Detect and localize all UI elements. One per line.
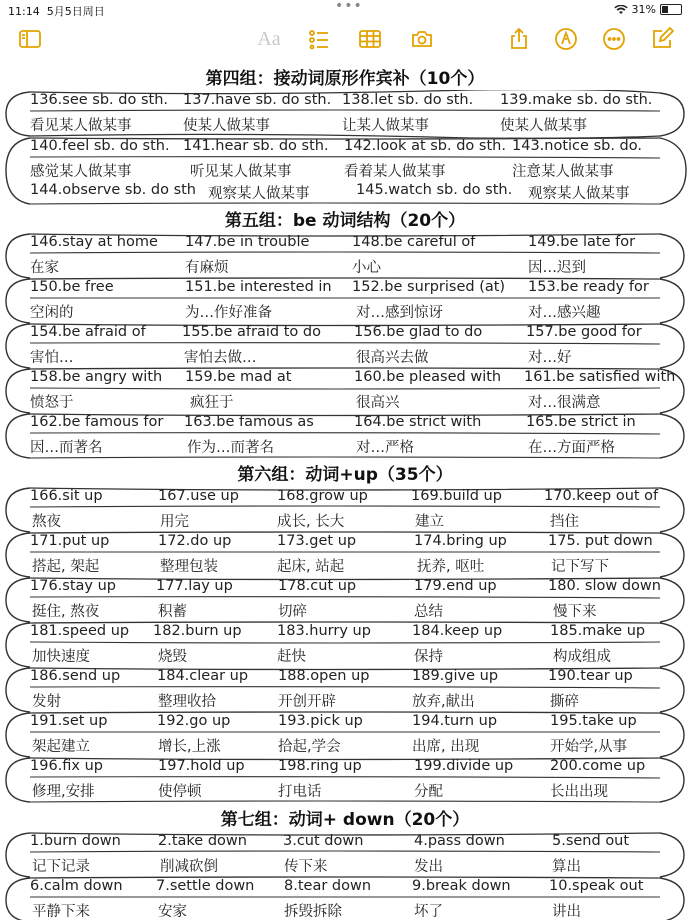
section-title-group7: 第七组：动词+ down（20个）	[220, 810, 470, 830]
bracket-row	[0, 488, 690, 533]
term-cn: 因…迟到	[528, 260, 586, 276]
term-en: 180. slow down	[548, 578, 661, 594]
term-en: 172.do up	[158, 533, 232, 549]
term-en: 158.be angry with	[30, 369, 163, 385]
term-cn: 看着某人做某事	[344, 164, 446, 180]
term-cn: 对…感兴趣	[528, 305, 601, 321]
term-cn: 疯狂于	[190, 395, 234, 411]
term-cn: 放弃,献出	[412, 694, 475, 710]
term-en: 190.tear up	[548, 668, 633, 684]
term-cn: 增长,上涨	[158, 739, 221, 755]
term-en: 165.be strict in	[526, 414, 636, 430]
term-cn: 拆毁拆除	[284, 904, 342, 920]
camera-icon[interactable]	[408, 22, 436, 56]
term-en: 199.divide up	[414, 758, 514, 774]
bracket-row	[0, 878, 690, 920]
status-date: 5月5日周日	[46, 5, 105, 18]
text-format-label: Aa	[257, 27, 281, 50]
term-en: 150.be free	[30, 279, 114, 295]
term-cn: 听见某人做某事	[190, 164, 292, 180]
bracket-row	[0, 623, 690, 668]
term-cn: 修理,安排	[32, 784, 95, 800]
term-en: 164.be strict with	[354, 414, 482, 430]
term-cn: 长出出现	[550, 784, 608, 800]
term-en: 194.turn up	[412, 713, 498, 729]
term-en: 184.keep up	[412, 623, 503, 639]
multitask-dots-icon[interactable]: •••	[335, 0, 363, 14]
term-en: 137.have sb. do sth.	[183, 92, 332, 108]
more-options-icon[interactable]	[600, 22, 628, 56]
term-en: 178.cut up	[278, 578, 357, 594]
term-cn: 在…方面严格	[528, 440, 615, 456]
term-en: 146.stay at home	[30, 234, 158, 250]
term-en: 159.be mad at	[185, 369, 292, 385]
status-right	[614, 3, 682, 16]
term-en: 151.be interested in	[185, 279, 332, 295]
bracket-row	[0, 414, 690, 459]
markup-pen-icon[interactable]	[552, 22, 580, 56]
term-en: 3.cut down	[283, 833, 364, 849]
term-en: 200.come up	[550, 758, 646, 774]
term-en: 183.hurry up	[277, 623, 371, 639]
term-en: 7.settle down	[156, 878, 255, 894]
term-en: 184.clear up	[157, 668, 249, 684]
term-cn: 分配	[414, 784, 443, 800]
term-cn: 感觉某人做某事	[30, 164, 132, 180]
term-cn: 对…好	[528, 350, 572, 366]
term-en: 196.fix up	[30, 758, 104, 774]
term-en: 5.send out	[552, 833, 630, 849]
sidebar-toggle-icon[interactable]	[16, 22, 44, 56]
term-cn: 在家	[30, 260, 59, 276]
term-en: 169.build up	[411, 488, 502, 504]
term-en: 144.observe sb. do sth	[30, 182, 196, 198]
term-cn: 拾起,学会	[278, 739, 341, 755]
checklist-icon[interactable]	[305, 22, 333, 56]
term-en: 145.watch sb. do sth.	[356, 182, 513, 198]
term-cn: 开创开辟	[278, 694, 336, 710]
term-cn: 保持	[414, 649, 443, 665]
note-content[interactable]	[0, 60, 690, 920]
term-en: 140.feel sb. do sth.	[30, 138, 170, 154]
term-en: 2.take down	[158, 833, 247, 849]
term-en: 154.be afraid of	[30, 324, 146, 340]
wifi-icon	[614, 5, 628, 15]
term-cn: 切碎	[278, 604, 307, 620]
term-en: 167.use up	[158, 488, 239, 504]
term-en: 176.stay up	[30, 578, 116, 594]
term-cn: 建立	[415, 514, 444, 530]
term-cn: 安家	[158, 904, 187, 920]
term-cn: 起床, 站起	[277, 559, 345, 575]
term-cn: 很高兴去做	[356, 350, 429, 366]
term-cn: 开始学,从事	[550, 739, 628, 755]
bracket-row	[0, 324, 690, 369]
bracket-row	[0, 138, 690, 206]
term-en: 175. put down	[548, 533, 653, 549]
term-cn: 看见某人做某事	[30, 118, 132, 134]
term-cn: 使某人做某事	[500, 118, 587, 134]
term-cn: 成长, 长大	[277, 514, 345, 530]
term-en: 139.make sb. do sth.	[500, 92, 653, 108]
term-en: 161.be satisfied with	[524, 369, 676, 385]
term-en: 179.end up	[414, 578, 497, 594]
term-cn: 熬夜	[32, 514, 61, 530]
term-cn: 记下写下	[551, 559, 609, 575]
term-cn: 加快速度	[32, 649, 90, 665]
term-en: 188.open up	[278, 668, 370, 684]
term-cn: 撕碎	[550, 694, 579, 710]
term-cn: 使某人做某事	[183, 118, 270, 134]
bracket-row	[0, 713, 690, 758]
term-en: 181.speed up	[30, 623, 130, 639]
term-cn: 发射	[32, 694, 61, 710]
term-en: 136.see sb. do sth.	[30, 92, 168, 108]
term-en: 4.pass down	[414, 833, 505, 849]
term-cn: 很高兴	[356, 395, 400, 411]
section-title-group5: 第五组：be 动词结构（20个）	[224, 211, 466, 231]
term-cn: 对…感到惊讶	[356, 305, 443, 321]
term-cn: 算出	[552, 859, 581, 875]
term-cn: 作为…而著名	[187, 440, 274, 456]
term-cn: 挡住	[550, 514, 579, 530]
term-en: 171.put up	[30, 533, 110, 549]
term-en: 166.sit up	[30, 488, 103, 504]
status-time: 11:14	[8, 5, 40, 18]
term-en: 189.give up	[412, 668, 499, 684]
term-en: 198.ring up	[278, 758, 362, 774]
new-note-icon[interactable]	[648, 22, 676, 56]
term-en: 6.calm down	[30, 878, 123, 894]
term-cn: 削减砍倒	[160, 859, 218, 875]
term-en: 186.send up	[30, 668, 121, 684]
term-cn: 烧毁	[158, 649, 187, 665]
term-cn: 构成组成	[553, 649, 611, 665]
term-en: 149.be late for	[528, 234, 636, 250]
term-en: 193.pick up	[278, 713, 363, 729]
bracket-row	[0, 369, 690, 414]
section-title-group4: 第四组：接动词原形作宾补（10个）	[205, 69, 485, 89]
term-en: 163.be famous as	[184, 414, 314, 430]
term-en: 10.speak out	[549, 878, 644, 894]
term-en: 173.get up	[277, 533, 357, 549]
term-cn: 小心	[352, 260, 381, 276]
status-time-date	[8, 3, 105, 19]
term-cn: 注意某人做某事	[512, 164, 614, 180]
bracket-row	[0, 758, 690, 803]
term-cn: 发出	[414, 859, 443, 875]
term-cn: 对…严格	[356, 440, 414, 456]
bracket-row	[0, 279, 690, 324]
term-cn: 有麻烦	[185, 260, 229, 276]
term-cn: 赶快	[277, 649, 306, 665]
term-cn: 使停顿	[158, 784, 202, 800]
term-en: 156.be glad to do	[354, 324, 483, 340]
term-en: 8.tear down	[284, 878, 372, 894]
term-en: 160.be pleased with	[354, 369, 502, 385]
term-cn: 空闲的	[30, 305, 74, 321]
term-cn: 架起建立	[32, 739, 90, 755]
battery-percent: 31%	[631, 3, 656, 16]
share-icon[interactable]	[505, 22, 533, 56]
term-cn: 害怕…	[30, 350, 74, 366]
term-en: 182.burn up	[153, 623, 242, 639]
term-cn: 害怕去做…	[184, 350, 257, 366]
term-cn: 整理收拾	[158, 694, 216, 710]
term-en: 177.lay up	[156, 578, 233, 594]
term-cn: 为…作好准备	[185, 305, 272, 321]
term-en: 1.burn down	[30, 833, 121, 849]
term-en: 155.be afraid to do	[182, 324, 321, 340]
term-cn: 慢下来	[553, 604, 597, 620]
text-format-button[interactable]	[256, 22, 282, 56]
term-cn: 愤怒于	[30, 395, 74, 411]
term-en: 157.be good for	[526, 324, 642, 340]
term-en: 197.hold up	[158, 758, 245, 774]
section-title-group6: 第六组：动词+up（35个）	[237, 465, 453, 485]
status-bar	[0, 0, 690, 18]
term-en: 9.break down	[412, 878, 511, 894]
term-cn: 积蓄	[158, 604, 187, 620]
term-cn: 抚养, 呕吐	[417, 559, 485, 575]
term-en: 170.keep out of	[544, 488, 659, 504]
term-cn: 打电话	[278, 784, 322, 800]
term-en: 174.bring up	[414, 533, 507, 549]
term-cn: 观察某人做某事	[208, 186, 310, 202]
term-cn: 对…很满意	[528, 395, 601, 411]
term-cn: 搭起, 架起	[32, 559, 100, 575]
notes-toolbar	[0, 22, 690, 58]
term-en: 138.let sb. do sth.	[342, 92, 474, 108]
bracket-row	[0, 833, 690, 878]
term-cn: 记下记录	[32, 859, 90, 875]
term-cn: 整理包装	[160, 559, 218, 575]
term-en: 168.grow up	[277, 488, 368, 504]
term-cn: 总结	[414, 604, 443, 620]
term-en: 141.hear sb. do sth.	[183, 138, 329, 154]
bracket-row	[0, 92, 690, 137]
bracket-row	[0, 234, 690, 279]
term-en: 162.be famous for	[30, 414, 164, 430]
term-cn: 平静下来	[32, 904, 90, 920]
term-cn: 传下来	[284, 859, 328, 875]
bracket-row	[0, 533, 690, 578]
table-icon[interactable]	[356, 22, 384, 56]
battery-icon	[660, 4, 682, 15]
term-en: 185.make up	[550, 623, 646, 639]
term-cn: 讲出	[552, 904, 581, 920]
term-en: 147.be in trouble	[185, 234, 310, 250]
term-cn: 用完	[160, 514, 189, 530]
term-en: 152.be surprised (at)	[352, 279, 506, 295]
term-en: 143.notice sb. do.	[512, 138, 642, 154]
term-en: 153.be ready for	[528, 279, 649, 295]
term-en: 142.look at sb. do sth.	[344, 138, 506, 154]
term-cn: 让某人做某事	[342, 118, 429, 134]
term-cn: 出席, 出现	[412, 739, 480, 755]
term-en: 148.be careful of	[352, 234, 476, 250]
bracket-row	[0, 668, 690, 713]
term-en: 195.take up	[550, 713, 637, 729]
term-cn: 观察某人做某事	[528, 186, 630, 202]
term-en: 191.set up	[30, 713, 108, 729]
term-cn: 因…而著名	[30, 440, 103, 456]
term-en: 192.go up	[157, 713, 231, 729]
term-cn: 坏了	[414, 904, 443, 920]
bracket-row	[0, 578, 690, 623]
term-cn: 挺住, 熬夜	[32, 604, 100, 620]
